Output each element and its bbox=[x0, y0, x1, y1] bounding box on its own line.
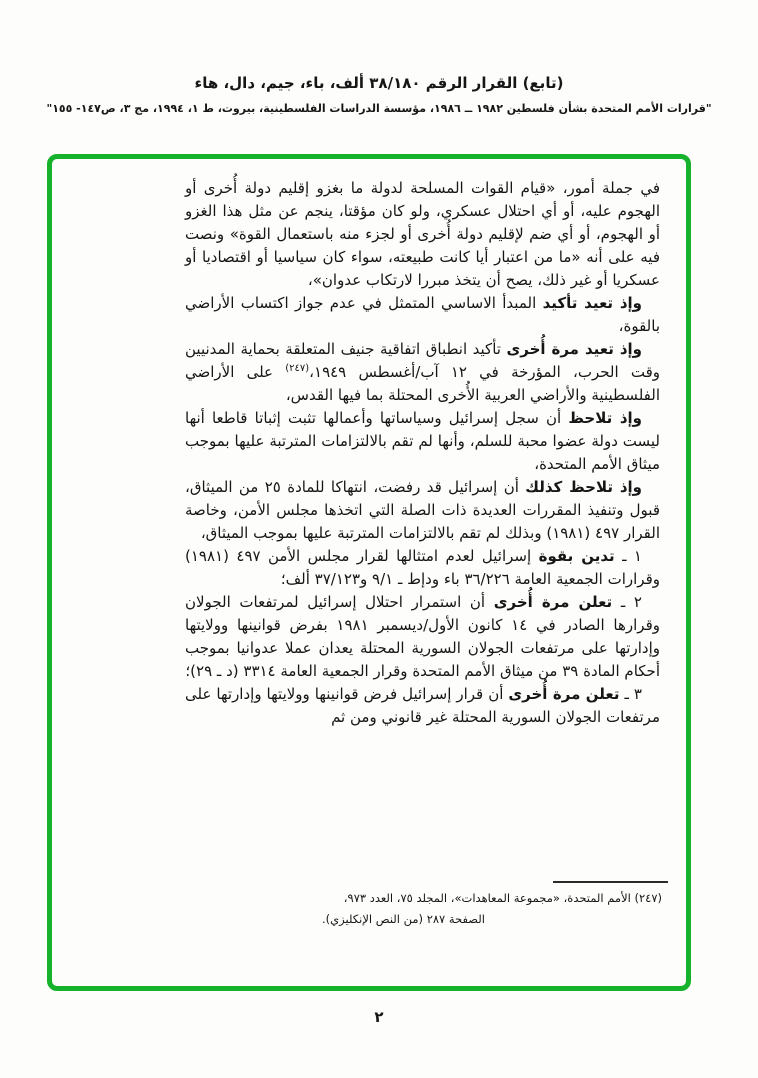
operative-item-2 bbox=[185, 591, 660, 683]
footnote bbox=[322, 888, 662, 930]
footnote-reference-marker: (٢٤٧) bbox=[285, 363, 310, 374]
item-number: ٢ ـ bbox=[620, 593, 642, 611]
paragraph-text: تأكيد انطباق اتفاقية جنيف المتعلقة بحماية المدنيين وقت الحرب، المؤرخة في ١٢ آب/أغسطس ١٩٤٩، bbox=[185, 340, 661, 381]
item-lead: تدين بقوة bbox=[538, 547, 615, 565]
paragraph-lead: وإذ تعيد مرة أُخرى bbox=[506, 340, 642, 358]
paragraph-lead: وإذ تلاحظ bbox=[568, 409, 643, 427]
preamble-paragraph-3 bbox=[185, 407, 660, 476]
item-text: أن استمرار احتلال إسرائيل لمرتفعات الجولان وقرارها الصادر في ١٤ كانون الأول/ديسمبر ١٩٨١ بفرض قوانينها وولايتها وإدارتها على مرتفعات الجولان السورية المحتلة يعدان عملا عدوانيا بموجب أحكام المادة ٣٩ من ميثاق الأمم المتحدة وقرار الجمعية العامة ٣٣١٤ (د ـ ٢٩)؛ bbox=[185, 593, 660, 680]
item-text: أن قرار إسرائيل فرض قوانينها وولايتها وإدارتها على مرتفعات الجولان السورية المحتلة غير قانوني ومن ثم bbox=[185, 685, 660, 726]
operative-item-3 bbox=[185, 683, 660, 729]
item-text: إسرائيل لعدم امتثالها لقرار مجلس الأمن ٤٩٧ (١٩٨١) وقرارات الجمعية العامة ٣٦/٢٢٦ باء ودإط ـ ٩/١ و٣٧/١٢٣ ألف؛ bbox=[185, 547, 660, 588]
preamble-paragraph-1 bbox=[185, 292, 660, 338]
preamble-paragraph-2 bbox=[185, 338, 660, 407]
source-citation: "قرارات الأمم المتحدة بشأن فلسطين ١٩٨٢ ــ ١٩٨٦، مؤسسة الدراسات الفلسطينية، بيروت، ط ١، ١٩٩٤، مج ٣، ص١٤٧- ١٥٥" bbox=[46, 102, 712, 115]
paragraph-text: المبدأ الاساسي المتمثل في عدم جواز اكتساب الأراضي بالقوة، bbox=[185, 294, 660, 335]
resolution-title: (تابع) القرار الرقم ٣٨/١٨٠ ألف، باء، جيم، دال، هاء bbox=[194, 74, 564, 92]
item-lead: تعلن مرة أُخرى bbox=[493, 593, 613, 611]
footnote-line-1: (٢٤٧) الأمم المتحدة، «مجموعة المعاهدات»، المجلد ٧٥، العدد ٩٧٣، bbox=[343, 891, 662, 905]
paragraph-text: في جملة أمور، «قيام القوات المسلحة لدولة ما بغزو إقليم دولة أُخرى أو الهجوم عليه، أو أي احتلال عسكري، ولو كان مؤقتا، ينجم عن مثل هذا الغزو أو الهجوم، أو أي ضم لإقليم دولة أُخرى أو لجزء منه باستعمال القوة» ونصت فيه على أنه «ما من اعتبار أيا كانت طبيعته، سواء كان سياسيا أو اقتصاديا أو عسكريا أو غير ذلك، يصح أن يتخذ مبررا لارتكاب عدوان»، bbox=[185, 179, 660, 289]
paragraph-lead: وإذ تعيد تأكيد bbox=[542, 294, 642, 312]
paragraph-text-continued: على الأراضي الفلسطينية والأراضي العربية الأُخرى المحتلة بما فيها القدس، bbox=[185, 363, 660, 404]
resolution-text-block bbox=[185, 177, 660, 729]
preamble-paragraph-4 bbox=[185, 476, 660, 545]
paragraph-text: أن إسرائيل قد رفضت، انتهاكا للمادة ٢٥ من الميثاق، قبول وتنفيذ المقررات العديدة ذات الصلة التي اتخذها مجلس الأمن، وخاصة القرار ٤٩٧ (١٩٨١) وبذلك لم تقم بالالتزامات المترتبة عليها بموجب الميثاق، bbox=[185, 478, 660, 542]
paragraph-lead: وإذ تلاحظ كذلك bbox=[525, 478, 642, 496]
footnote-line-2: الصفحة ٢٨٧ (من النص الإنكليزي). bbox=[322, 912, 485, 926]
page-number: ٢ bbox=[374, 1008, 384, 1026]
item-lead: تعلن مرة أُخرى bbox=[508, 685, 620, 703]
item-number: ١ ـ bbox=[622, 547, 642, 565]
item-number: ٣ ـ bbox=[624, 685, 642, 703]
paragraph-continuation bbox=[185, 177, 660, 292]
footnote-separator bbox=[553, 881, 668, 883]
operative-item-1 bbox=[185, 545, 660, 591]
paragraph-text: أن سجل إسرائيل وسياساتها وأعمالها تثبت إثباتا قاطعا أنها ليست دولة عضوا محبة للسلم، وأنها لم تقم بالالتزامات المترتبة عليها بموجب ميثاق الأمم المتحدة، bbox=[185, 409, 660, 473]
